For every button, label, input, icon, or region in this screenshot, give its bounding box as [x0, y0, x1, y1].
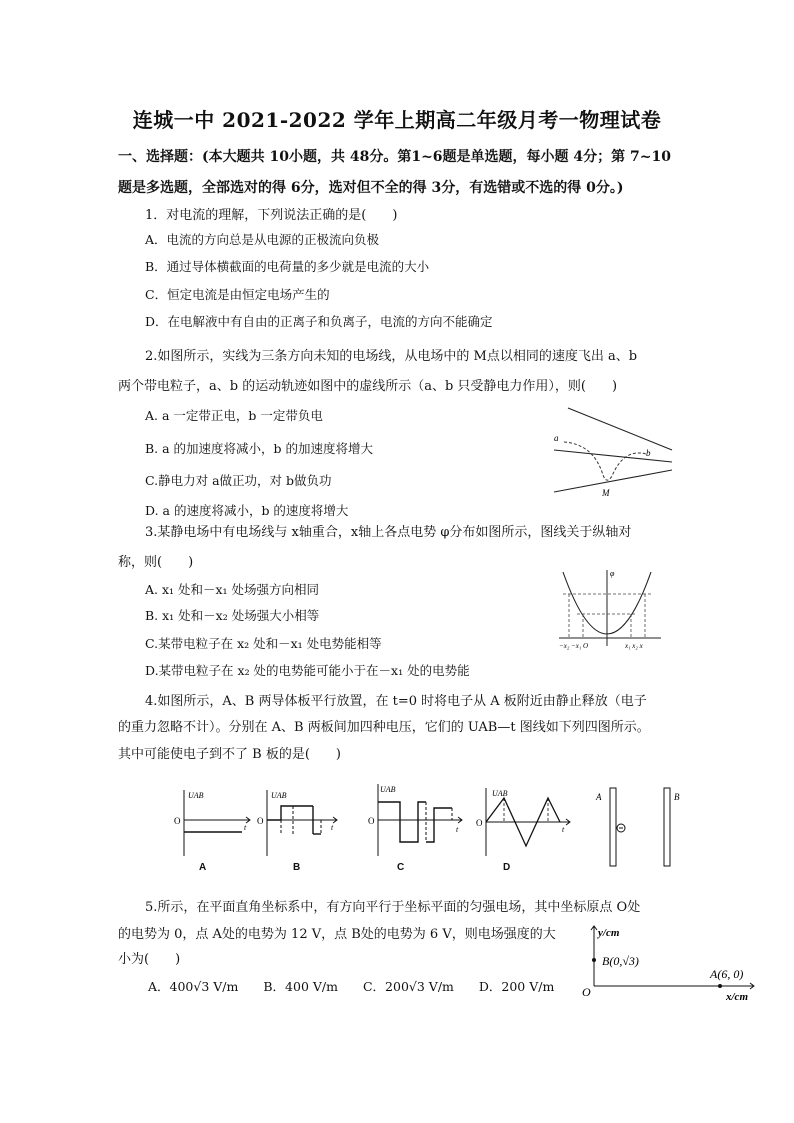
- q1-option-b: B．通过导体横截面的电荷量的多少就是电流的大小: [145, 259, 430, 274]
- q5-fig-point-b: B(0,√3): [602, 954, 639, 968]
- q4c-axis-u: UAB: [380, 785, 396, 794]
- q2-option-c: C.静电力对 a做正功，对 b做负功: [145, 473, 332, 488]
- q4-stem-line1: 4.如图所示，A、B 两导体板平行放置，在 t=0 时将电子从 A 板附近由静止释放（电子: [145, 694, 647, 709]
- q4-graph-d-label: D: [503, 862, 511, 873]
- q3-stem-line1: 3.某静电场中有电场线与 x轴重合，x轴上各点电势 φ分布如图所示，图线关于纵轴对: [145, 525, 632, 540]
- q1-option-c: C．恒定电流是由恒定电场产生的: [145, 287, 330, 302]
- q4b-axis-u: UAB: [271, 791, 287, 800]
- q5-stem-line2: 的电势为 0，点 A处的电势为 12 V，点 B处的电势为 6 V，则电场强度的大: [118, 927, 556, 942]
- q4d-origin: O: [476, 818, 483, 828]
- q4d-axis-u: UAB: [492, 789, 508, 798]
- q2-fig-label-m: M: [602, 488, 610, 498]
- q4-graph-a: [170, 786, 254, 858]
- q4d-axis-t: t: [562, 825, 565, 834]
- q4a-axis-u: UAB: [188, 791, 204, 800]
- q2-stem-line1: 2.如图所示，实线为三条方向未知的电场线，从电场中的 M点以相同的速度飞出 a、b: [145, 349, 638, 364]
- q3-potential-figure: [555, 566, 665, 652]
- q4b-axis-t: t: [331, 823, 334, 832]
- q1-stem: 1．对电流的理解，下列说法正确的是( ): [145, 208, 398, 223]
- q1-option-d: D．在电解液中有自由的正离子和负离子，电流的方向不能确定: [145, 314, 493, 329]
- q4-plate-a-label: A: [596, 792, 602, 802]
- q2-option-d: D. a 的速度将减小，b 的速度将增大: [145, 503, 349, 518]
- q3-option-d: D.某带电粒子在 x₂ 处的电势能可能小于在－x₁ 处的电势能: [145, 663, 470, 678]
- q4-plate-b-label: B: [674, 792, 680, 802]
- q5-fig-point-a: A(6, 0): [710, 967, 744, 981]
- q5-fig-origin: O: [582, 985, 591, 999]
- q5-fig-y-axis: y/cm: [598, 927, 620, 939]
- q3-option-c: C.某带电粒子在 x₂ 处和－x₁ 处电势能相等: [145, 636, 382, 651]
- q5-stem-line1: 5.所示，在平面直角坐标系中，有方向平行于坐标平面的匀强电场，其中坐标原点 O处: [145, 900, 641, 915]
- q2-fig-label-b: b: [646, 448, 651, 458]
- q2-stem-line2: 两个带电粒子，a、b 的运动轨迹如图中的虚线所示（a、b 只受静电力作用），则( ): [118, 379, 618, 394]
- q3-fig-phi: φ: [610, 569, 615, 578]
- q4-graph-c-label: C: [397, 862, 405, 873]
- q1-option-a: A．电流的方向总是从电源的正极流向负极: [145, 232, 380, 247]
- q3-fig-xticks-right: x₁ x₂ x: [625, 642, 643, 650]
- q3-fig-xticks-left: −x₂ −x₁ O: [559, 642, 589, 650]
- q5-fig-x-axis: x/cm: [726, 991, 748, 1002]
- q3-option-b: B. x₁ 处和－x₂ 处场强大小相等: [145, 608, 320, 623]
- q4-graph-b-label: B: [293, 862, 301, 873]
- q4c-axis-t: t: [456, 825, 459, 834]
- q2-fig-label-a: a: [554, 433, 559, 443]
- q4a-axis-t: t: [244, 823, 247, 832]
- q2-option-a: A. a 一定带正电，b 一定带负电: [145, 408, 323, 423]
- page-title: 连城一中 2021-2022 学年上期高二年级月考一物理试卷: [132, 108, 662, 132]
- q3-option-a: A. x₁ 处和－x₁ 处场强方向相同: [145, 582, 320, 597]
- section-header-line2: 题是多选题，全部选对的得 6分，选对但不全的得 3分，有选错或不选的得 0分。): [118, 180, 624, 196]
- q4-graph-d: [474, 784, 574, 858]
- q4b-origin: O: [257, 816, 264, 826]
- q5-options: A．400√3 V/m B．400 V/m C．200√3 V/m D．200 V/m: [148, 979, 555, 994]
- q4-stem-line2: 的重力忽略不计）。分别在 A、B 两板间加四种电压，它们的 UAB—t 图线如下列四图所示。: [118, 720, 650, 735]
- q4a-origin: O: [174, 816, 181, 826]
- q4-graph-a-label: A: [199, 862, 207, 873]
- q4-graph-b: [253, 786, 341, 858]
- section-header-line1: 一、选择题：(本大题共 10小题，共 48分。第1~6题是单选题，每小题 4分；第 7~10: [118, 149, 671, 165]
- q5-coordinate-figure: [578, 922, 762, 1002]
- q2-field-lines-figure: [548, 404, 678, 500]
- q2-option-b: B. a 的加速度将减小，b 的加速度将增大: [145, 441, 374, 456]
- q3-stem-line2: 称，则( ): [118, 555, 194, 570]
- q4-plates-figure: [592, 786, 686, 868]
- q4-graph-c: [366, 780, 466, 858]
- q5-stem-line3: 小为( ): [118, 952, 181, 967]
- q4c-origin: O: [368, 816, 375, 826]
- q4-stem-line3: 其中可能使电子到不了 B 板的是( ): [118, 747, 341, 762]
